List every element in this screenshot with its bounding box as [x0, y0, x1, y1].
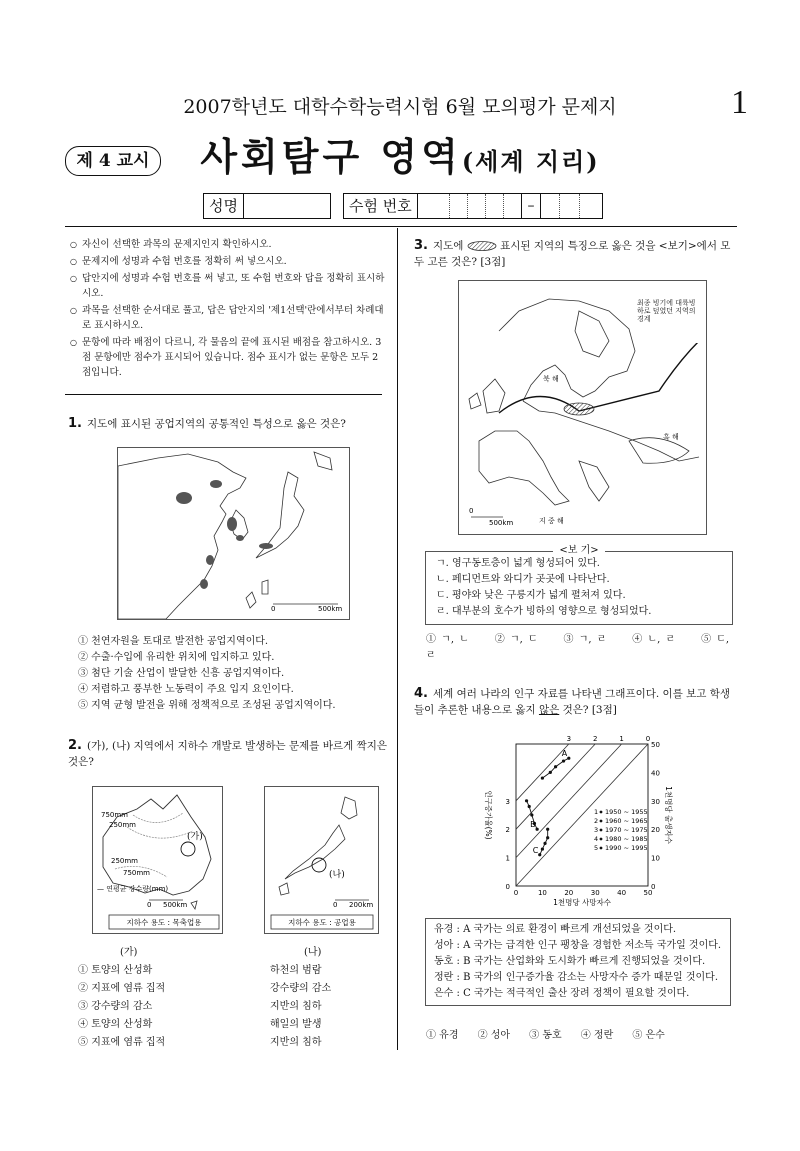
exam-number-cell	[541, 194, 560, 218]
q4-text-after: 것은? [3점]	[562, 704, 617, 716]
instruction-item: ○ 문제지에 성명과 수험 번호를 정확히 써 넣으시오.	[70, 254, 386, 269]
hatched-area-icon	[467, 241, 497, 251]
y2-tick-label: 10	[651, 854, 660, 863]
growth-rate-line	[516, 744, 595, 829]
legend-number: 5	[594, 844, 599, 852]
q2-row[interactable]	[78, 1034, 378, 1052]
data-point	[541, 776, 544, 779]
student-text: A 국가는 의료 환경이 빠르게 개선되었을 것이다.	[463, 924, 677, 935]
q3-options	[426, 632, 736, 664]
student-name: 유경	[434, 924, 454, 935]
q1-options	[78, 634, 388, 714]
student-answer[interactable]: 성아 : A 국가는 급격한 인구 팽창을 경험한 저소득 국가일 것이다.	[434, 940, 722, 951]
q2-row-a: 지표에 염류 집적	[91, 1037, 166, 1048]
student-name: 정란	[434, 972, 454, 983]
q3-option[interactable]: ④ ㄴ, ㄹ	[632, 634, 676, 645]
industrial-area	[200, 579, 208, 589]
q2-row-a: 토양의 산성화	[91, 1019, 153, 1030]
q1-text: 지도에 표시된 공업지역의 공통적인 특성으로 옳은 것은?	[86, 418, 346, 430]
data-point	[536, 828, 539, 831]
north-sea-label: 북 해	[543, 375, 559, 383]
header-divider	[65, 226, 737, 227]
y-tick-label: 1	[505, 854, 510, 863]
exam-number-cell	[580, 194, 601, 218]
page-number: 1	[731, 84, 748, 121]
student-answer[interactable]: 정란 : B 국가의 인구증가율 감소는 사망자수 증가 때문일 것이다.	[434, 972, 719, 983]
notes-divider	[65, 394, 382, 395]
y-tick-label: 2	[505, 826, 510, 835]
legend-label: 1990 ~ 1995	[605, 844, 648, 852]
glacier-boundary-label: 최종 빙기에 대륙빙하로 덮였던 지역의 경계	[637, 299, 696, 323]
instruction-item: ○ 문항에 따라 배점이 다르니, 각 물음의 끝에 표시된 배점을 참고하시오. 3점 문항에만 점수가 표시되어 있습니다. 점수 표시가 없는 문항은 모두 2점입니다.	[70, 335, 386, 380]
isohyet-250-top: 250mm	[109, 821, 136, 829]
instruction-item: ○ 자신이 선택한 과목의 문제지인지 확인하시오.	[70, 237, 386, 252]
map-a-scale-zero: 0	[147, 901, 152, 909]
y-axis-label: 인구증가율(%)	[484, 790, 493, 840]
q3-text-after: 표시된 지역의 특징으로 옳은 것을 <보기>에서 모두 고른 것은? [3점]	[414, 240, 731, 268]
q3-option[interactable]: ② ㄱ, ㄷ	[494, 634, 538, 645]
industrial-area	[227, 517, 237, 531]
q3-bogi	[425, 545, 733, 625]
exam-number-cell	[432, 194, 450, 218]
name-field[interactable]	[203, 193, 331, 219]
series-label: B	[530, 820, 536, 830]
instruction-item: ○ 과목을 선택한 순서대로 풀고, 답은 답안지의 '제1선택'란에서부터 차례대로 표시하시오.	[70, 303, 386, 333]
y2-tick-label: 0	[651, 883, 656, 891]
q3-number: 3.	[414, 238, 428, 253]
q3-stem	[414, 238, 736, 270]
q2-row[interactable]	[78, 962, 378, 980]
instruction-item: ○ 답안지에 성명과 수험 번호를 써 넣고, 또 수험 번호와 답을 정확히 표시하시오.	[70, 271, 386, 301]
data-point	[562, 759, 565, 762]
exam-number-field[interactable]	[343, 193, 603, 219]
series-label: A	[561, 749, 568, 759]
x-tick-label: 10	[537, 889, 547, 897]
data-point	[538, 853, 541, 856]
map-a-scale: 500km	[163, 901, 188, 909]
x-tick-label: 30	[590, 889, 600, 897]
y-tick-label: 0	[505, 883, 510, 891]
y2-tick-label: 40	[651, 769, 660, 778]
q3-text-before: 지도에	[432, 240, 464, 252]
x-tick-label: 0	[513, 889, 519, 897]
q1-scale: 500km	[318, 605, 343, 613]
subject-title	[0, 126, 800, 181]
data-point	[525, 799, 528, 802]
legend-dot	[600, 838, 603, 841]
q2-row[interactable]	[78, 1016, 378, 1034]
q2-map-b	[264, 786, 379, 934]
student-name: 동호	[434, 956, 454, 967]
map-b-scale: 200km	[349, 901, 374, 909]
q1-option[interactable]: ③ 첨단 기술 산업이 발달한 신흥 공업지역이다.	[78, 668, 285, 679]
q2-row-b: 하천의 범람	[270, 965, 322, 976]
q2-row-no: ②	[78, 983, 88, 994]
data-point	[567, 757, 570, 760]
subject-sub: (세계 지리)	[461, 147, 600, 176]
student-text: B 국가의 인구증가율 감소는 사망자수 증가 때문일 것이다.	[463, 972, 719, 983]
q2-row-a: 지표에 염류 집적	[91, 983, 166, 994]
map-b-scale-zero: 0	[333, 901, 338, 909]
black-sea-label: 흑 해	[663, 433, 679, 441]
q3-option[interactable]: ① ㄱ, ㄴ	[426, 634, 469, 645]
session-badge: 제 4 교시	[65, 146, 161, 176]
exam-number-label: 수험 번호	[344, 194, 418, 218]
exam-number-cell	[486, 194, 504, 218]
student-name: 은수	[434, 988, 454, 999]
top-tick-label: 0	[645, 735, 651, 743]
q4-text-before: 세계 여러 나라의 인구 자료를 나타낸 그래프이다. 이를 보고 학생들이 추론한 내용으로 옳지	[414, 688, 731, 716]
q3-scale-zero: 0	[469, 507, 474, 515]
q1-stem	[68, 416, 388, 432]
exam-number-cell	[560, 194, 580, 218]
q2-row[interactable]	[78, 998, 378, 1016]
legend-dot	[600, 820, 603, 823]
y2-tick-label: 50	[651, 741, 660, 749]
q2-row-no: ④	[78, 1019, 88, 1030]
q4-option[interactable]: ③ 동호	[529, 1030, 562, 1041]
data-point	[549, 771, 552, 774]
q3-scale: 500km	[489, 519, 514, 527]
q3-map	[458, 280, 707, 535]
q1-option[interactable]: ② 수출·수입에 유리한 위치에 입지하고 있다.	[78, 652, 275, 663]
q2-row-b: 지반의 침하	[270, 1037, 322, 1048]
hatched-region	[564, 403, 594, 415]
q4-option[interactable]: ⑤ 은수	[632, 1030, 665, 1041]
subject-main: 사회탐구 영역	[200, 134, 462, 179]
q2-row-b: 강수량의 감소	[270, 983, 332, 994]
q2-row-b: 해일의 발생	[270, 1019, 322, 1030]
legend-label: 1970 ~ 1975	[605, 826, 648, 834]
legend-number: 1	[594, 808, 599, 816]
exam-number-cell	[468, 194, 486, 218]
q1-number: 1.	[68, 416, 82, 431]
x-tick-label: 40	[617, 889, 627, 897]
student-answer[interactable]: 동호 : B 국가는 산업화와 도시화가 빠르게 진행되었을 것이다.	[434, 956, 706, 967]
series-line	[540, 829, 548, 855]
legend-number: 3	[594, 826, 599, 834]
map-b-label: (나)	[329, 870, 345, 880]
q4-option[interactable]: ① 유경	[426, 1030, 459, 1041]
q2-row-a: 강수량의 감소	[91, 1001, 153, 1012]
q4-stem	[414, 686, 736, 718]
map-a-label: (가)	[187, 832, 203, 842]
q4-option[interactable]: ④ 정란	[580, 1030, 614, 1041]
data-point	[530, 813, 533, 816]
data-point	[554, 765, 557, 768]
data-point	[546, 828, 549, 831]
industrial-area	[210, 480, 222, 488]
east-asia-map	[118, 448, 349, 619]
q2-row-a: 토양의 산성화	[91, 965, 153, 976]
isohyet-750-bottom: 750mm	[123, 869, 150, 877]
q2-col-a: (가)	[120, 947, 138, 958]
student-answer[interactable]: 은수 : C 국가는 적극적인 출산 장려 정책이 필요할 것이다.	[434, 988, 690, 999]
q4-options	[426, 1028, 736, 1044]
y2-axis-label: 1천명당 출생자수	[664, 786, 673, 844]
isohyet-750-top: 750mm	[101, 811, 128, 819]
q1-option[interactable]: ④ 저렴하고 풍부한 노동력이 주요 입지 요인이다.	[78, 684, 294, 695]
student-text: C 국가는 적극적인 출산 장려 정책이 필요할 것이다.	[463, 988, 690, 999]
q2-col-b: (나)	[304, 947, 322, 958]
isohyet-250-bottom: 250mm	[111, 857, 138, 865]
name-label: 성명	[204, 194, 244, 218]
q1-option[interactable]: ⑤ 지역 균형 발전을 위해 정책적으로 조성된 공업지역이다.	[78, 700, 336, 711]
europe-map	[459, 281, 706, 534]
legend-label: 1960 ~ 1965	[605, 817, 648, 825]
q4-text-not: 않은	[538, 704, 560, 716]
q2-answer-table	[78, 944, 388, 1052]
exam-number-cell	[450, 194, 468, 218]
legend-dot	[600, 811, 603, 814]
bogi-item: ㄱ. 영구동토층이 넓게 형성되어 있다.	[436, 558, 600, 569]
legend-label: 1950 ~ 1955	[605, 808, 648, 816]
data-point	[543, 842, 546, 845]
y2-tick-label: 30	[651, 797, 660, 806]
industrial-area	[259, 543, 273, 549]
student-text: B 국가는 산업화와 도시화가 빠르게 진행되었을 것이다.	[463, 956, 706, 967]
map-a-legend: — 연평균 강수량(mm)	[97, 885, 169, 893]
column-divider	[397, 228, 398, 1050]
legend-label: 1980 ~ 1985	[605, 835, 648, 843]
y2-tick-label: 20	[651, 826, 660, 835]
q3-option[interactable]: ⑤ ㄷ, ㄹ	[426, 634, 730, 661]
q2-row-no: ①	[78, 965, 88, 976]
data-point	[541, 847, 544, 850]
q1-map	[117, 447, 350, 620]
bogi-title: <보 기>	[553, 545, 604, 556]
x-tick-label: 50	[643, 889, 653, 897]
bogi-item: ㄴ. 페디먼트와 와디가 곳곳에 나타난다.	[436, 574, 610, 585]
q2-number: 2.	[68, 738, 82, 753]
q4-chart	[478, 730, 678, 910]
industrial-area	[176, 492, 192, 504]
industrial-area	[236, 535, 244, 541]
q4-option[interactable]: ② 성아	[477, 1030, 511, 1041]
x-tick-label: 20	[564, 889, 574, 897]
bogi-item: ㄹ. 대부분의 호수가 빙하의 영향으로 형성되었다.	[436, 606, 652, 617]
legend-number: 4	[594, 835, 599, 843]
y-tick-label: 3	[505, 797, 510, 806]
student-text: A 국가는 급격한 인구 팽창을 경험한 저소득 국가일 것이다.	[463, 940, 722, 951]
legend-dot	[600, 829, 603, 832]
q2-map-a	[92, 786, 223, 934]
series-label: C	[532, 845, 539, 855]
student-name: 성아	[434, 940, 454, 951]
top-tick-label: 1	[619, 735, 624, 743]
q3-option[interactable]: ③ ㄱ, ㄹ	[563, 634, 607, 645]
data-point	[546, 836, 549, 839]
q1-option[interactable]: ① 천연자원을 토대로 발전한 공업지역이다.	[78, 636, 269, 647]
q4-student-answers	[425, 918, 731, 1006]
legend-number: 2	[594, 817, 599, 825]
data-point	[528, 805, 531, 808]
legend-dot	[600, 847, 603, 850]
q1-scale-zero: 0	[271, 605, 276, 613]
exam-title: 2007학년도 대학수학능력시험 6월 모의평가 문제지	[183, 96, 617, 118]
student-answer[interactable]: 유경 : A 국가는 의료 환경이 빠르게 개선되었을 것이다.	[434, 924, 677, 935]
q2-stem	[68, 738, 388, 770]
q4-number: 4.	[414, 686, 428, 701]
q2-row-no: ③	[78, 1001, 88, 1012]
q2-row-no: ⑤	[78, 1037, 88, 1048]
map-a-caption: 지하수 용도 : 목축업용	[126, 918, 202, 927]
top-tick-label: 2	[592, 735, 598, 743]
q2-row[interactable]	[78, 980, 378, 998]
industrial-area	[206, 555, 214, 565]
exam-number-dash: –	[522, 194, 541, 218]
instructions	[70, 237, 386, 382]
x-axis-label: 1천명당 사망자수	[553, 898, 611, 907]
q2-text: (가), (나) 지역에서 지하수 개발로 발생하는 문제를 바르게 짝지은 것은?	[68, 740, 387, 768]
map-b-caption: 지하수 용도 : 공업용	[288, 918, 356, 927]
exam-number-cell	[504, 194, 522, 218]
bogi-item: ㄷ. 평야와 낮은 구릉지가 넓게 펼쳐져 있다.	[436, 590, 626, 601]
mediterranean-label: 지 중 해	[539, 517, 564, 525]
q2-row-b: 지반의 침하	[270, 1001, 322, 1012]
top-tick-label: 3	[566, 735, 572, 743]
